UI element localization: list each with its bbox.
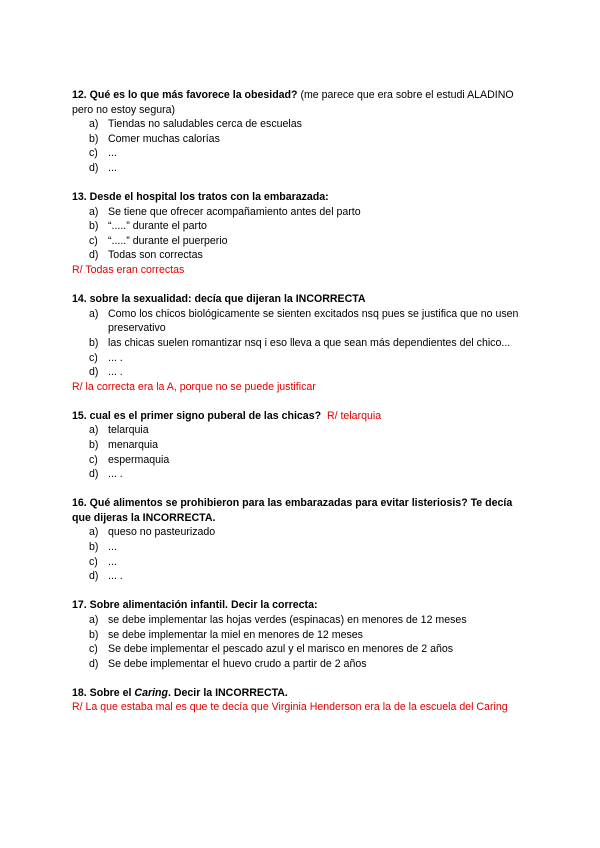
option-text: Como los chicos biológicamente se sienten excitados nsq pues se justifica que no usen preservativo <box>108 307 519 335</box>
answer-note: R/ La que estaba mal es que te decía que Virginia Henderson era la de la escuela del Caring <box>72 701 508 714</box>
option-b <box>72 438 520 453</box>
option-label: d) <box>89 366 99 379</box>
option-d <box>72 657 520 672</box>
option-c <box>72 146 520 161</box>
option-label: a) <box>89 424 99 437</box>
option-c <box>72 351 520 366</box>
option-label: b) <box>89 336 99 349</box>
option-text: ... . <box>108 468 123 481</box>
option-text: Tiendas no saludables cerca de escuelas <box>108 118 302 131</box>
question-note: (me parece que era sobre el estudi ALADINO pero no estoy segura) <box>72 89 514 116</box>
question-14 <box>72 292 520 394</box>
option-label: b) <box>89 628 99 641</box>
option-text: ... . <box>108 570 123 583</box>
option-d <box>72 467 520 482</box>
option-label: a) <box>89 613 99 626</box>
option-text: Se debe implementar el pescado azul y el marisco en menores de 2 años <box>108 643 454 656</box>
option-text: espermaquia <box>108 453 170 466</box>
option-text: “.....” durante el parto <box>108 220 207 233</box>
question-13 <box>72 190 520 278</box>
question-title: 14. sobre la sexualidad: decía que dijeran la INCORRECTA <box>72 293 366 306</box>
question-title <box>72 409 520 424</box>
answer-note: R/ Todas eran correctas <box>72 264 185 277</box>
option-a <box>72 525 520 540</box>
option-label: c) <box>89 555 98 568</box>
option-label: d) <box>89 249 99 262</box>
option-d <box>72 248 520 263</box>
option-d <box>72 365 520 380</box>
question-17 <box>72 598 520 671</box>
option-label: c) <box>89 147 98 160</box>
question-title-part: 18. Sobre el <box>72 686 135 699</box>
option-label: c) <box>89 453 98 466</box>
document-page <box>72 88 520 729</box>
option-label: b) <box>89 541 99 554</box>
question-title-bold: 15. cual es el primer signo puberal de las chicas? <box>72 409 322 422</box>
option-text: ... <box>108 161 117 174</box>
option-c <box>72 555 520 570</box>
option-text: Todas son correctas <box>108 249 203 262</box>
option-text: menarquia <box>108 438 159 451</box>
option-label: b) <box>89 132 99 145</box>
question-title-part: . Decir la INCORRECTA. <box>167 686 288 699</box>
option-text: queso no pasteurizado <box>108 526 216 539</box>
option-b <box>72 132 520 147</box>
answer-note: R/ telarquia <box>326 409 382 422</box>
option-text: ... <box>108 555 117 568</box>
option-text: se debe implementar la miel en menores de 12 meses <box>108 628 363 641</box>
option-c <box>72 234 520 249</box>
question-title-bold: 12. Qué es lo que más favorece la obesidad? <box>72 89 298 101</box>
option-label: a) <box>89 118 99 131</box>
option-text: Comer muchas calorías <box>108 132 220 145</box>
question-15 <box>72 409 520 482</box>
answer-note: R/ la correcta era la A, porque no se puede justificar <box>72 380 316 393</box>
option-label: d) <box>89 570 99 583</box>
option-label: d) <box>89 161 99 174</box>
option-label: c) <box>89 643 98 656</box>
option-label: b) <box>89 220 99 233</box>
option-b <box>72 540 520 555</box>
option-text: ... <box>108 147 117 160</box>
option-a <box>72 423 520 438</box>
question-title-italic: Caring <box>134 686 168 699</box>
option-text: “.....” durante el puerperio <box>108 234 228 247</box>
option-text: Se debe implementar el huevo crudo a partir de 2 años <box>108 657 367 670</box>
option-text: ... <box>108 541 117 554</box>
option-d <box>72 161 520 176</box>
option-c <box>72 453 520 468</box>
option-label: b) <box>89 438 99 451</box>
option-text: ... . <box>108 351 123 364</box>
option-a <box>72 117 520 132</box>
option-label: a) <box>89 526 99 539</box>
option-a <box>72 613 520 628</box>
option-d <box>72 569 520 584</box>
option-label: c) <box>89 351 98 364</box>
option-label: d) <box>89 468 99 481</box>
option-text: ... . <box>108 366 123 379</box>
question-title <box>72 686 520 701</box>
question-title: 17. Sobre alimentación infantil. Decir la correcta: <box>72 599 318 612</box>
option-b <box>72 628 520 643</box>
option-label: d) <box>89 657 99 670</box>
question-title: 13. Desde el hospital los tratos con la embarazada: <box>72 191 329 204</box>
option-text: las chicas suelen romantizar nsq i eso lleva a que sean más dependientes del chico... <box>108 336 511 349</box>
option-b <box>72 336 520 351</box>
option-c <box>72 642 520 657</box>
option-text: Se tiene que ofrecer acompañamiento antes del parto <box>108 205 361 218</box>
option-text: se debe implementar las hojas verdes (espinacas) en menores de 12 meses <box>108 613 467 626</box>
option-text: telarquia <box>108 424 149 437</box>
question-title <box>72 88 520 117</box>
question-title: 16. Qué alimentos se prohibieron para las embarazadas para evitar listeriosis? Te decía que dijeras la INCORRECTA. <box>72 497 513 524</box>
option-a <box>72 205 520 220</box>
question-18 <box>72 686 520 715</box>
question-12 <box>72 88 520 176</box>
option-a <box>72 307 520 336</box>
option-label: a) <box>89 205 99 218</box>
question-16 <box>72 496 520 584</box>
option-label: a) <box>89 307 99 320</box>
option-b <box>72 219 520 234</box>
option-label: c) <box>89 234 98 247</box>
